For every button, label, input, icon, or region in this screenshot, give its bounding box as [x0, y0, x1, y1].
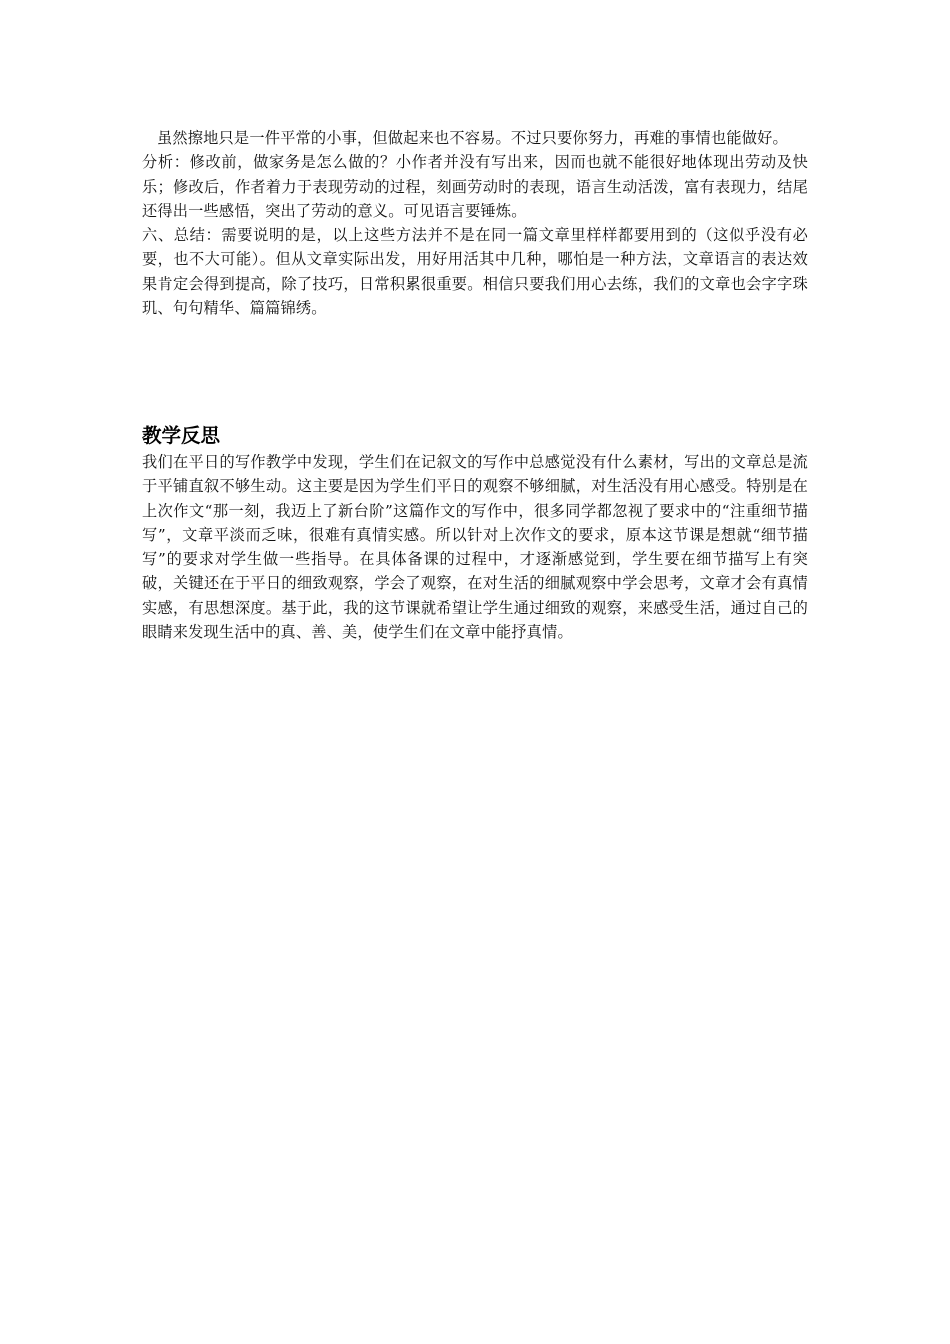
paragraph-reflection: 我们在平日的写作教学中发现，学生们在记叙文的写作中总感觉没有什么素材，写出的文章总是流于平铺直叙不够生动。这主要是因为学生们平日的观察不够细腻，对生活没有用心感受。特别是在上次作文“那一刻，我迈上了新台阶”这篇作文的写作中，很多同学都忽视了要求中的“注重细节描写”，文章平淡而乏味，很难有真情实感。所以针对上次作文的要求，原本这节课是想就“细节描写”的要求对学生做一些指导。在具体备课的过程中，才逐渐感觉到，学生要在细节描写上有突破，关键还在于平日的细致观察，学会了观察，在对生活的细腻观察中学会思考，文章才会有真情实感，有思想深度。基于此，我的这节课就希望让学生通过细致的观察，来感受生活，通过自己的眼睛来发现生活中的真、善、美，使学生们在文章中能抒真情。 [142, 453, 808, 642]
reflection-section [142, 450, 808, 644]
document-body [142, 126, 808, 320]
paragraph-summary: 六、总结：需要说明的是，以上这些方法并不是在同一篇文章里样样都要用到的（这似乎没有必要，也不大可能）。但从文章实际出发，用好用活其中几种，哪怕是一种方法，文章语言的表达效果肯定会得到提高，除了技巧，日常积累很重要。相信只要我们用心去练，我们的文章也会字字珠玑、句句精华、篇篇锦绣。 [142, 226, 808, 318]
section-heading-reflection: 教学反思 [142, 424, 221, 447]
paragraph-analysis: 分析：修改前，做家务是怎么做的？小作者并没有写出来，因而也就不能很好地体现出劳动及快乐；修改后，作者着力于表现劳动的过程，刻画劳动时的表现，语言生动活泼，富有表现力，结尾还得出一些感悟，突出了劳动的意义。可见语言要锤炼。 [142, 153, 808, 220]
paragraph-conclusion: 虽然擦地只是一件平常的小事，但做起来也不容易。不过只要你努力，再难的事情也能做好。 [157, 129, 788, 147]
